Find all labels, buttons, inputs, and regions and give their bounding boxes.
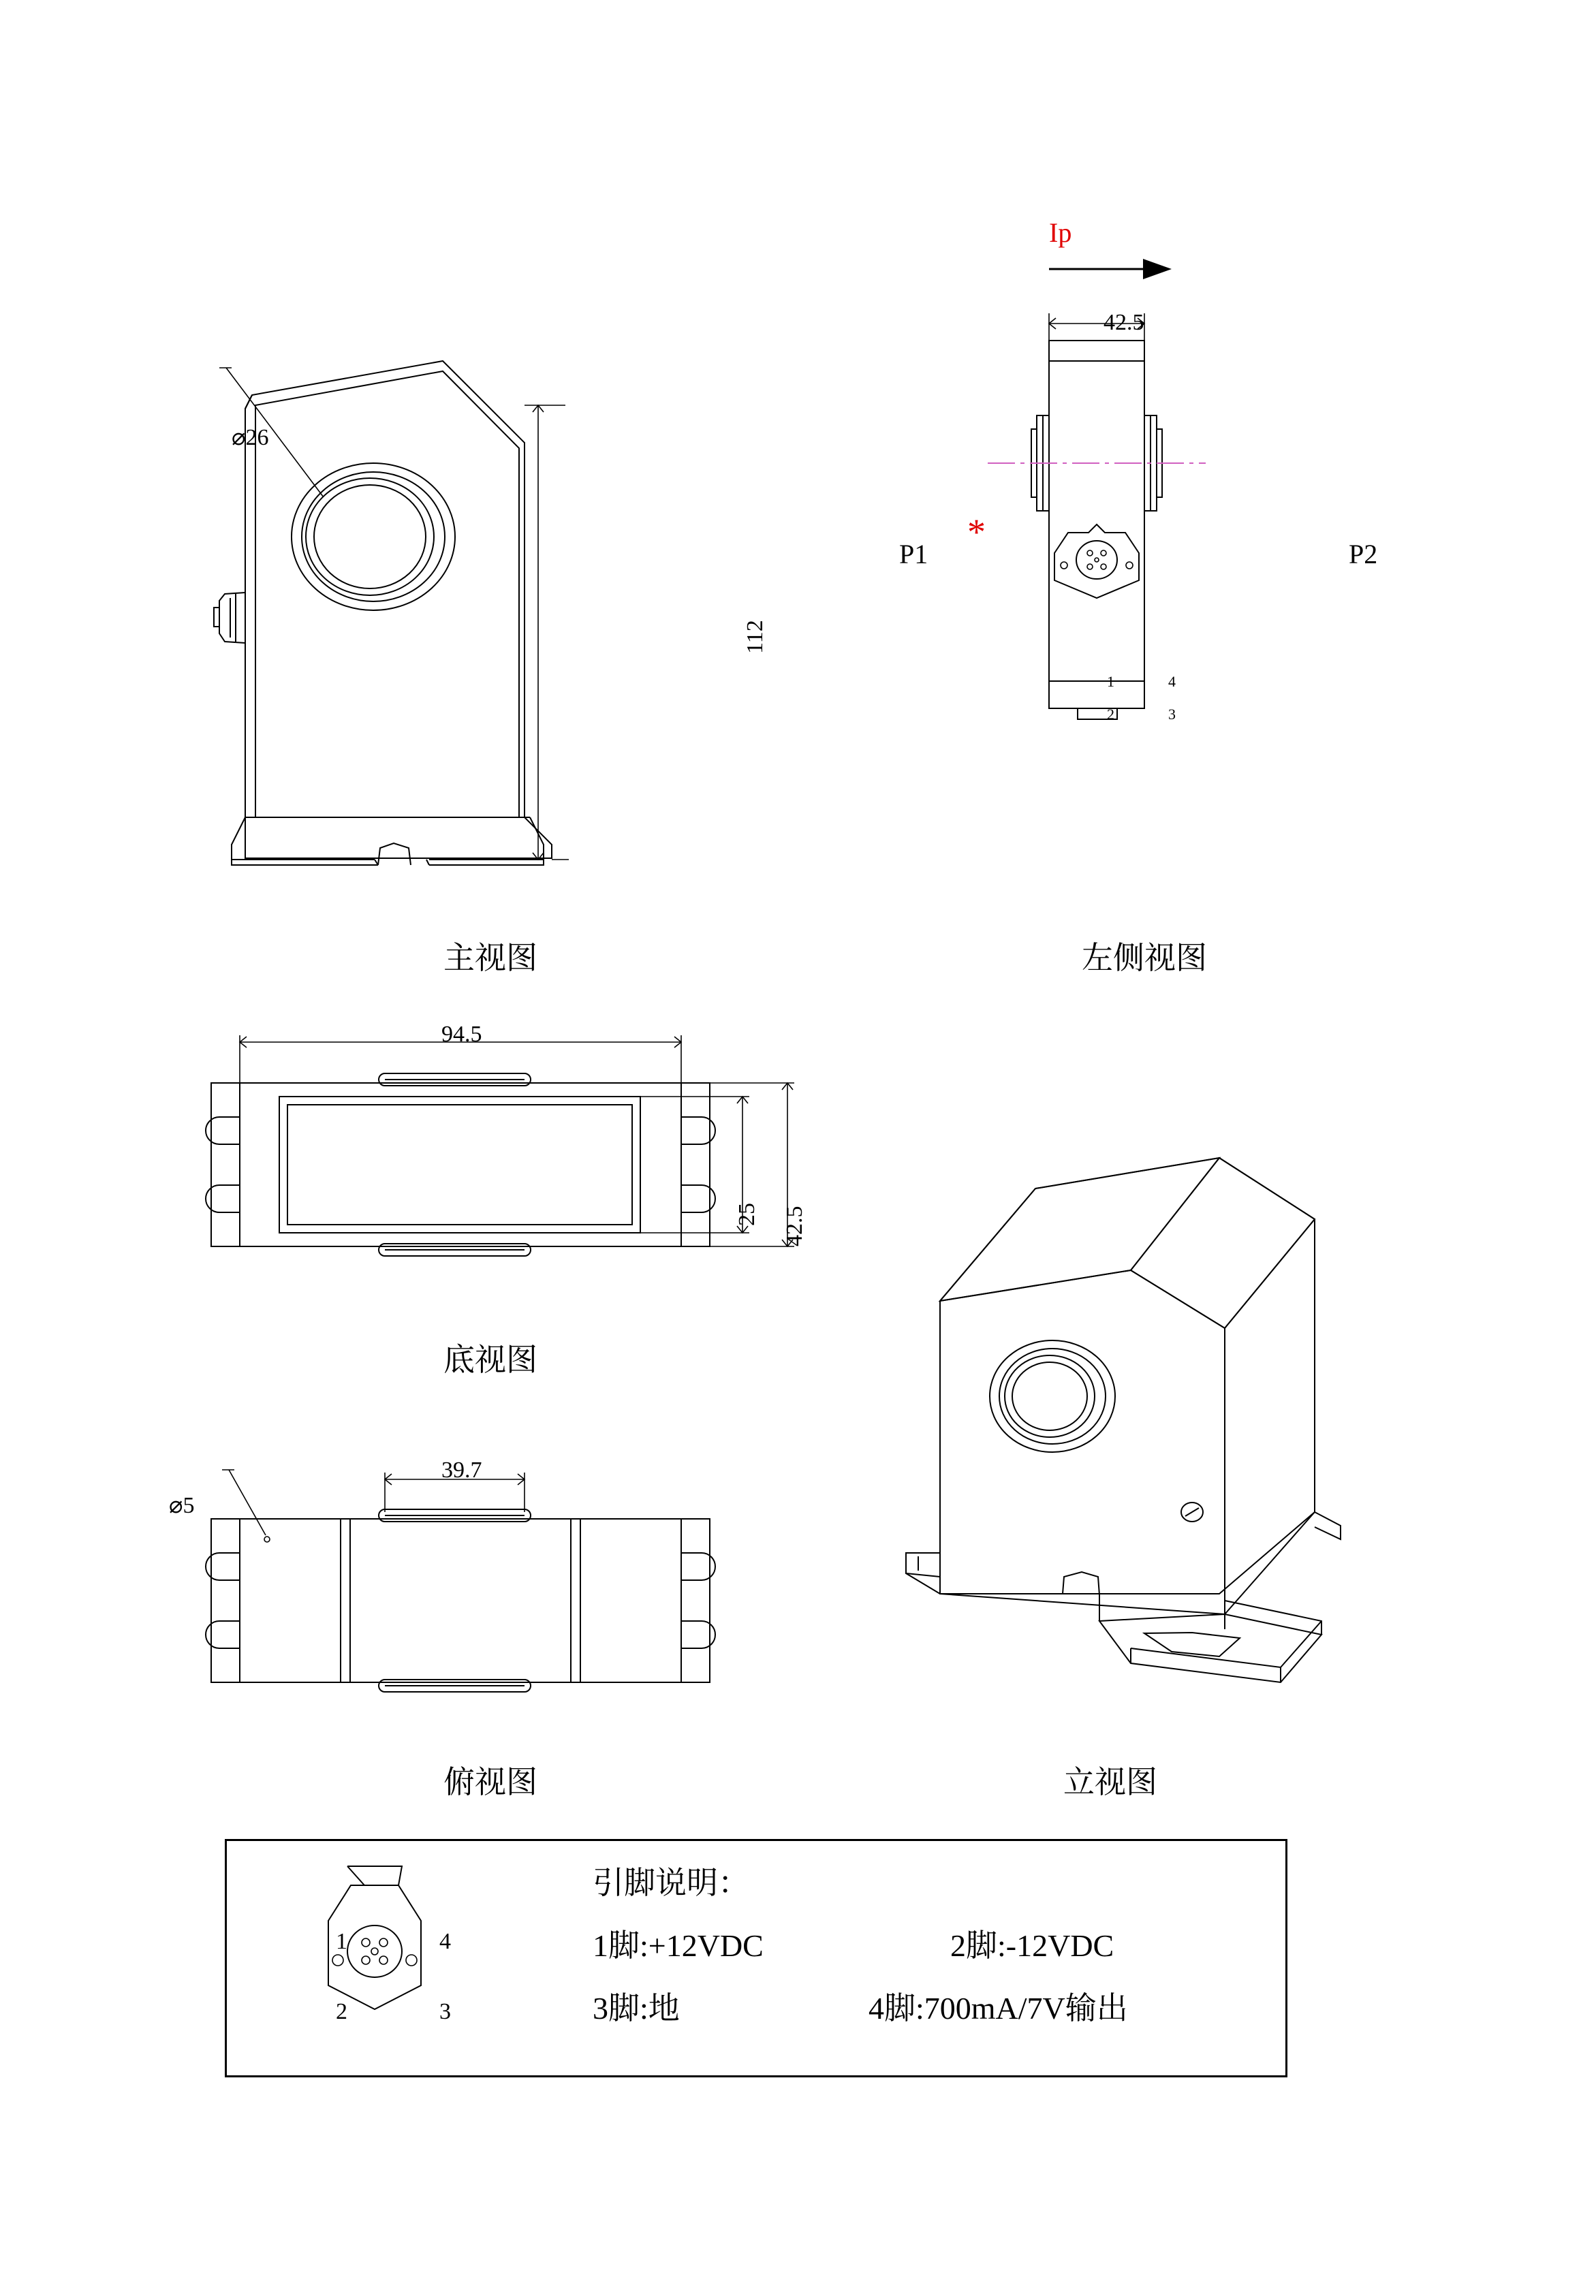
polarity-mark: * — [967, 512, 986, 552]
bottom-inner-height-dim: 25 — [734, 1203, 760, 1226]
legend-pin-3: 3 — [439, 1999, 451, 2024]
legend-line2-left: 3脚:地 — [593, 1991, 680, 2026]
top-width-dim: 39.7 — [441, 1458, 482, 1483]
legend-line2-right: 4脚:700mA/7V输出 — [869, 1991, 1128, 2026]
legend-line1-left: 1脚:+12VDC — [593, 1928, 764, 1963]
front-hole-diameter-dim: ⌀26 — [232, 425, 269, 450]
bottom-outer-height-dim: 42.5 — [782, 1206, 807, 1246]
legend-pin-1: 1 — [336, 1929, 347, 1954]
top-view-caption: 俯视图 — [443, 1765, 537, 1799]
iso-view — [899, 1076, 1512, 1757]
legend-line1-right: 2脚:-12VDC — [950, 1928, 1114, 1963]
bottom-view-caption: 底视图 — [443, 1342, 537, 1377]
left-width-dim: 42.5 — [1104, 310, 1144, 335]
legend-pin-2: 2 — [336, 1999, 347, 2024]
front-view — [204, 341, 763, 885]
left-view-caption: 左侧视图 — [1082, 941, 1207, 975]
top-view — [204, 1444, 817, 1744]
primary-out-label: P2 — [1349, 539, 1378, 569]
connector-pin-1: 1 — [1107, 673, 1114, 690]
front-view-caption: 主视图 — [443, 941, 537, 975]
legend-pin-4: 4 — [439, 1929, 451, 1954]
bottom-width-dim: 94.5 — [441, 1022, 482, 1047]
legend-connector-graphic — [266, 1846, 490, 2077]
iso-view-caption: 立视图 — [1063, 1765, 1157, 1799]
bottom-view — [204, 1008, 817, 1308]
connector-pin-4: 4 — [1168, 673, 1176, 690]
front-height-dim: 112 — [742, 620, 768, 654]
top-hole-diameter-dim: ⌀5 — [169, 1493, 195, 1518]
connector-pin-3: 3 — [1168, 706, 1176, 723]
legend-title: 引脚说明： — [593, 1866, 749, 1900]
primary-in-label: P1 — [899, 539, 928, 569]
current-direction-label: Ip — [1049, 217, 1072, 248]
connector-pin-2: 2 — [1107, 706, 1114, 723]
